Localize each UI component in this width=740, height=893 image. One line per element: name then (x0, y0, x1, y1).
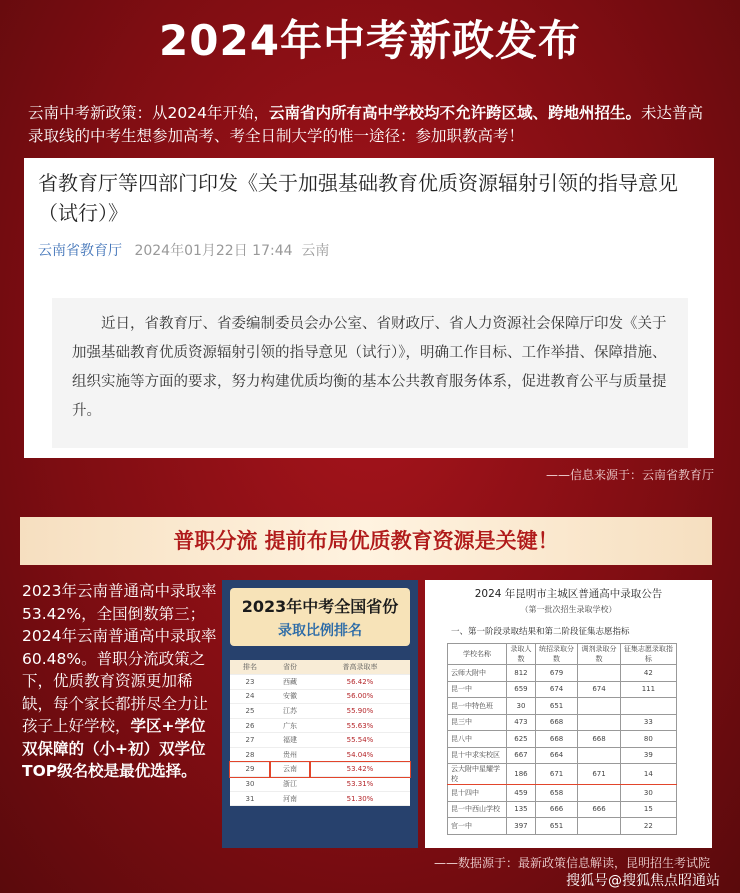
table-cell: 昆八中 (448, 731, 507, 748)
table-row (230, 704, 410, 719)
table-cell: 14 (620, 764, 676, 785)
table-cell: 674 (535, 681, 577, 698)
table-cell: 135 (507, 801, 536, 818)
table-row (230, 733, 410, 748)
table-cell (578, 698, 620, 715)
table-cell: 昆一中特色班 (448, 698, 507, 715)
table-cell: 42 (620, 665, 676, 682)
page-title: 2024年中考新政发布 (159, 16, 581, 65)
table-cell: 30 (507, 698, 536, 715)
table-header: 学校名称 (448, 644, 507, 665)
table-cell: 674 (578, 681, 620, 698)
table-cell: 668 (578, 731, 620, 748)
table-header: 排名 (230, 660, 270, 675)
table-cell: 651 (535, 818, 577, 835)
ranking-subtitle: 录取比例排名 (278, 623, 362, 639)
article-card (24, 158, 714, 458)
table-cell: 贵州 (270, 748, 310, 763)
table-cell: 云南 (270, 762, 310, 777)
table-cell: 昆一中 (448, 681, 507, 698)
article-body: 近日，省教育厅、省委编制委员会办公室、省财政厅、省人力资源社会保障厅印发《关于加强基础教育优质资源辐射引领的指导意见（试行）》，明确工作目标、工作举措、保障措施、组织实施等方面的要求，努力构建优质均衡的基本公共教育服务体系，促进教育公平与质量提升。 (52, 298, 688, 448)
table-cell: 昆十四中 (448, 785, 507, 802)
table-cell: 111 (620, 681, 676, 698)
table-cell: 云大附中星耀学校 (448, 764, 507, 785)
table-header: 征集志愿录取指标 (620, 644, 676, 665)
analysis-bold: 学区+学位双保障的（小+初）双学位TOP级名校是最优选择。 (22, 717, 206, 780)
table-cell: 459 (507, 785, 536, 802)
table-cell: 安徽 (270, 689, 310, 704)
table-row (230, 777, 410, 792)
table-cell: 812 (507, 665, 536, 682)
table-row (448, 785, 677, 802)
table-cell: 664 (535, 747, 577, 764)
table-header: 调剂录取分数 (578, 644, 620, 665)
table-row (230, 791, 410, 806)
table-cell: 80 (620, 731, 676, 748)
table-cell: 30 (230, 777, 270, 792)
table-row (230, 718, 410, 733)
table-cell: 53.31% (310, 777, 410, 792)
table-cell (578, 818, 620, 835)
table-cell: 671 (578, 764, 620, 785)
table-cell: 186 (507, 764, 536, 785)
table-row (448, 747, 677, 764)
table-cell: 651 (535, 698, 577, 715)
ranking-title: 2023年中考全国省份 (241, 597, 399, 616)
table-cell (578, 785, 620, 802)
table-cell: 55.63% (310, 718, 410, 733)
ranking-header (230, 588, 410, 646)
table-cell: 河南 (270, 791, 310, 806)
table-row (448, 714, 677, 731)
table-row (448, 731, 677, 748)
section-banner: 普职分流 提前布局优质教育资源是关键！ (20, 517, 712, 565)
table-row (230, 689, 410, 704)
table-row (230, 748, 410, 763)
table-row (448, 698, 677, 715)
table-row (448, 681, 677, 698)
table-cell: 667 (507, 747, 536, 764)
table-cell: 24 (230, 689, 270, 704)
table-cell: 29 (230, 762, 270, 777)
table-cell: 昆三中 (448, 714, 507, 731)
table-cell: 昆十中求实校区 (448, 747, 507, 764)
table-cell: 473 (507, 714, 536, 731)
data-source-note: ——数据源于：最新政策信息解读，昆明招生考试院 (433, 856, 710, 870)
article-headline[interactable]: 省教育厅等四部门印发《关于加强基础教育优质资源辐射引领的指导意见（试行）》 (38, 171, 678, 225)
table-cell: 26 (230, 718, 270, 733)
table-cell: 昆一中西山学校 (448, 801, 507, 818)
table-cell: 23 (230, 675, 270, 690)
table-cell: 658 (535, 785, 577, 802)
table-row (448, 764, 677, 785)
table-cell: 15 (620, 801, 676, 818)
table-cell: 625 (507, 731, 536, 748)
table-cell: 679 (535, 665, 577, 682)
table-cell (578, 714, 620, 731)
table-cell: 668 (535, 714, 577, 731)
table-cell: 397 (507, 818, 536, 835)
table-cell: 666 (535, 801, 577, 818)
table-cell: 江苏 (270, 704, 310, 719)
table-row (448, 801, 677, 818)
table-cell: 27 (230, 733, 270, 748)
analysis-normal: 2023年云南普通高中录取率53.42%，全国倒数第三；2024年云南普通高中录取率60.48%。普职分流政策之下，优质教育资源更加稀缺，每个家长都拼尽全力让孩子上好学校， (22, 582, 217, 735)
intro-post: 未达普高录取线的中考生想参加高考、考全日制大学的惟一途径：参加职教高考！ (28, 104, 703, 145)
table-cell (578, 665, 620, 682)
table-cell: 39 (620, 747, 676, 764)
table-cell: 30 (620, 785, 676, 802)
table-row (448, 665, 677, 682)
notice-subtitle: （第一批次招生录取学校） (520, 605, 617, 614)
intro-text (28, 102, 718, 148)
table-cell: 56.00% (310, 689, 410, 704)
table-row (448, 818, 677, 835)
ranking-image (222, 580, 418, 848)
table-cell: 668 (535, 731, 577, 748)
table-cell: 53.42% (310, 762, 410, 777)
table-cell: 22 (620, 818, 676, 835)
article-datetime: 2024年01月22日 17:44 (134, 243, 293, 259)
table-cell: 31 (230, 791, 270, 806)
table-cell: 659 (507, 681, 536, 698)
watermark: 搜狐号@搜狐焦点昭通站 (566, 873, 720, 889)
table-cell: 西藏 (270, 675, 310, 690)
table-cell: 54.04% (310, 748, 410, 763)
table-cell: 25 (230, 704, 270, 719)
notice-title: 2024 年昆明市主城区普通高中录取公告 (474, 588, 663, 600)
table-cell: 51.30% (310, 791, 410, 806)
article-meta (38, 240, 700, 260)
ranking-table (230, 660, 410, 806)
table-cell (620, 698, 676, 715)
article-region: 云南 (301, 243, 330, 259)
article-org[interactable]: 云南省教育厅 (38, 243, 122, 259)
table-cell: 浙江 (270, 777, 310, 792)
table-header: 普高录取率 (310, 660, 410, 675)
table-cell: 官一中 (448, 818, 507, 835)
notice-section: 一、第一阶段录取结果和第二阶段征集志愿指标 (451, 627, 630, 637)
table-header: 录取人数 (507, 644, 536, 665)
source-note: ——信息来源于：云南省教育厅 (545, 468, 714, 482)
table-cell: 671 (535, 764, 577, 785)
notice-table (447, 643, 677, 835)
table-cell: 55.90% (310, 704, 410, 719)
table-cell: 33 (620, 714, 676, 731)
table-cell (578, 747, 620, 764)
table-cell: 云师大附中 (448, 665, 507, 682)
table-header: 统招录取分数 (535, 644, 577, 665)
analysis-text (22, 580, 218, 783)
notice-image (425, 580, 712, 848)
table-cell: 666 (578, 801, 620, 818)
intro-pre: 云南中考新政策：从2024年开始， (28, 104, 269, 122)
table-cell: 56.42% (310, 675, 410, 690)
table-cell: 广东 (270, 718, 310, 733)
table-row (230, 762, 410, 777)
table-cell: 福建 (270, 733, 310, 748)
table-header: 省份 (270, 660, 310, 675)
table-row (230, 675, 410, 690)
intro-bold: 云南省内所有高中学校均不允许跨区域、跨地州招生。 (268, 104, 641, 122)
table-cell: 55.54% (310, 733, 410, 748)
table-cell: 28 (230, 748, 270, 763)
